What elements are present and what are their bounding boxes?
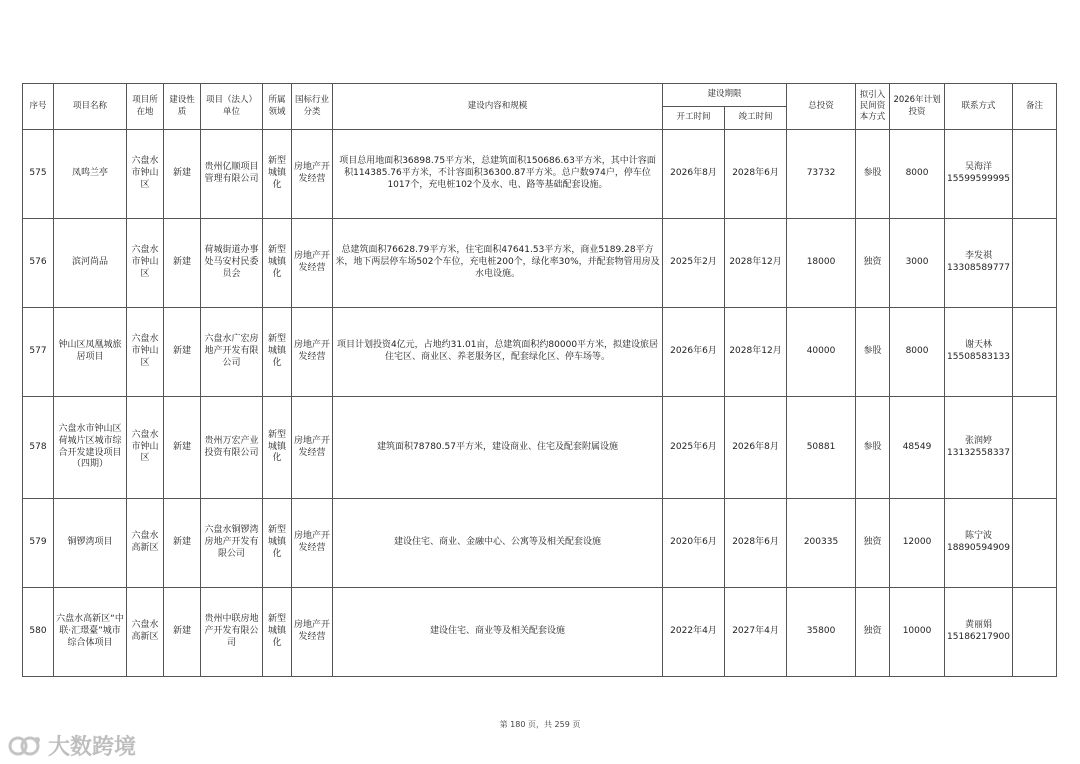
cell-industry: 房地产开发经营 [292,130,333,219]
header-remark: 备注 [1013,84,1057,130]
cell-name: 六盘水市钟山区荷城片区城市综合开发建设项目（四期） [54,397,127,499]
cell-name: 六盘水高新区“中联·汇璟臺”城市综合体项目 [54,588,127,677]
page-footer: 第 180 页，共 259 页 [499,720,581,729]
cell-mode: 独资 [856,499,890,588]
cell-end: 2026年8月 [725,397,787,499]
cell-start: 2022年4月 [663,588,725,677]
cell-remark [1013,397,1057,499]
cell-name: 钟山区凤凰城旅居项目 [54,308,127,397]
cell-plan2026: 10000 [890,588,945,677]
cell-location: 六盘水市钟山区 [127,308,164,397]
cell-seq: 580 [23,588,54,677]
cell-contact [945,219,1013,308]
contact-phone: 13308589777 [947,263,1011,273]
cell-content: 建设住宅、商业、金融中心、公寓等及相关配套设施 [333,499,663,588]
header-plan2026: 2026年计划投资 [890,84,945,130]
cell-field: 新型城镇化 [263,219,292,308]
cell-mode: 参股 [856,308,890,397]
cell-name: 滨河尚品 [54,219,127,308]
contact-phone: 13132558337 [947,447,1011,458]
cell-industry: 房地产开发经营 [292,588,333,677]
contact-name: 黄丽娟 [965,620,993,631]
cell-mode: 参股 [856,130,890,219]
header-name: 项目名称 [54,84,127,130]
cell-industry: 房地产开发经营 [292,397,333,499]
cell-seq: 576 [23,219,54,308]
cell-start: 2020年6月 [663,499,725,588]
cell-owner: 六盘水铜锣湾房地产开发有限公司 [201,499,263,588]
cell-field: 新型城镇化 [263,588,292,677]
cell-plan2026: 8000 [890,130,945,219]
cell-end: 2027年4月 [725,588,787,677]
header-location: 项目所在地 [127,84,164,130]
cell-industry: 房地产开发经营 [292,219,333,308]
cell-name: 铜锣湾项目 [54,499,127,588]
cell-content: 建筑面积78780.57平方米，建设商业、住宅及配套附属设施 [333,397,663,499]
cell-name: 凤鸣兰亭 [54,130,127,219]
brand-logo-icon [8,732,42,760]
cell-nature: 新建 [164,130,201,219]
cell-seq: 579 [23,499,54,588]
cell-content: 总建筑面积76628.79平方米，住宅面积47641.53平方米，商业5189.28平方米，地下两层停车场502个车位，充电桩200个，绿化率30%，并配套物管用房及水电设施。 [333,219,663,308]
cell-plan2026: 3000 [890,219,945,308]
header-field: 所属领域 [263,84,292,130]
header-mode: 拟引入民间资本方式 [856,84,890,130]
contact-name: 陈宁波 [965,531,993,542]
cell-mode: 独资 [856,588,890,677]
header-start: 开工时间 [663,107,725,130]
cell-mode: 独资 [856,219,890,308]
cell-investment: 73732 [787,130,856,219]
header-owner: 项目（法人）单位 [201,84,263,130]
cell-investment: 18000 [787,219,856,308]
cell-seq: 575 [23,130,54,219]
cell-end: 2028年12月 [725,219,787,308]
table-row [23,219,1057,308]
contact-name: 吴海洋 [965,162,993,173]
cell-remark [1013,130,1057,219]
cell-start: 2025年6月 [663,397,725,499]
contact-phone: 15186217900 [947,632,1011,642]
cell-mode: 参股 [856,397,890,499]
cell-start: 2026年8月 [663,130,725,219]
cell-start: 2026年6月 [663,308,725,397]
cell-investment: 40000 [787,308,856,397]
cell-remark [1013,588,1057,677]
cell-location: 六盘水市钟山区 [127,219,164,308]
contact-name: 李发祺 [965,251,993,262]
cell-contact [945,130,1013,219]
contact-phone: 15599599995 [947,174,1011,184]
cell-owner: 贵州万宏产业投资有限公司 [201,397,263,499]
cell-field: 新型城镇化 [263,499,292,588]
cell-nature: 新建 [164,219,201,308]
cell-location: 六盘水市钟山区 [127,130,164,219]
cell-content: 项目计划投资4亿元，占地约31.01亩，总建筑面积约80000平方米，拟建设旅居住宅区、商业区、养老服务区，配套绿化区、停车场等。 [333,308,663,397]
header-investment: 总投资 [787,84,856,130]
cell-content: 建设住宅、商业等及相关配套设施 [333,588,663,677]
cell-nature: 新建 [164,499,201,588]
cell-nature: 新建 [164,308,201,397]
table-row [23,130,1057,219]
header-contact: 联系方式 [945,84,1013,130]
cell-industry: 房地产开发经营 [292,308,333,397]
cell-remark [1013,308,1057,397]
header-industry: 国标行业分类 [292,84,333,130]
header-content: 建设内容和规模 [333,84,663,130]
cell-location: 六盘水高新区 [127,588,164,677]
cell-field: 新型城镇化 [263,397,292,499]
header-nature: 建设性质 [164,84,201,130]
cell-contact [945,397,1013,499]
cell-remark [1013,219,1057,308]
watermark-text: 大数跨境 [48,735,137,760]
cell-contact [945,499,1013,588]
project-table [22,83,1057,677]
cell-investment: 35800 [787,588,856,677]
cell-nature: 新建 [164,588,201,677]
cell-content: 项目总用地面积36898.75平方米，总建筑面积150686.63平方米，其中计容面积114385.76平方米，不计容面积36300.87平方米。总户数974户，停车位1017个，充电桩102个及水、电、路等基础配套设施。 [333,130,663,219]
table-row [23,397,1057,499]
cell-owner: 贵州中联房地产开发有限公司 [201,588,263,677]
cell-plan2026: 48549 [890,397,945,499]
cell-plan2026: 8000 [890,308,945,397]
cell-owner: 贵州亿顺项目管理有限公司 [201,130,263,219]
table-row [23,499,1057,588]
cell-end: 2028年12月 [725,308,787,397]
contact-name: 谢天林 [965,340,993,351]
cell-nature: 新建 [164,397,201,499]
table-row [23,588,1057,677]
header-seq: 序号 [23,84,54,130]
cell-field: 新型城镇化 [263,308,292,397]
cell-owner: 六盘水广宏房地产开发有限公司 [201,308,263,397]
header-period: 建设期限 [663,84,787,107]
header-end: 竣工时间 [725,107,787,130]
cell-industry: 房地产开发经营 [292,499,333,588]
cell-remark [1013,499,1057,588]
cell-investment: 50881 [787,397,856,499]
cell-start: 2025年2月 [663,219,725,308]
cell-end: 2028年6月 [725,499,787,588]
cell-plan2026: 12000 [890,499,945,588]
cell-seq: 577 [23,308,54,397]
contact-name: 张润婷 [965,435,993,446]
table-row [23,308,1057,397]
cell-investment: 200335 [787,499,856,588]
cell-field: 新型城镇化 [263,130,292,219]
cell-seq: 578 [23,397,54,499]
cell-location: 六盘水市钟山区 [127,397,164,499]
contact-phone: 18890594909 [947,543,1011,553]
watermark [8,730,136,761]
contact-phone: 15508583133 [947,352,1011,362]
cell-contact [945,588,1013,677]
cell-contact [945,308,1013,397]
cell-end: 2028年6月 [725,130,787,219]
cell-location: 六盘水高新区 [127,499,164,588]
cell-owner: 荷城街道办事处马安村民委员会 [201,219,263,308]
